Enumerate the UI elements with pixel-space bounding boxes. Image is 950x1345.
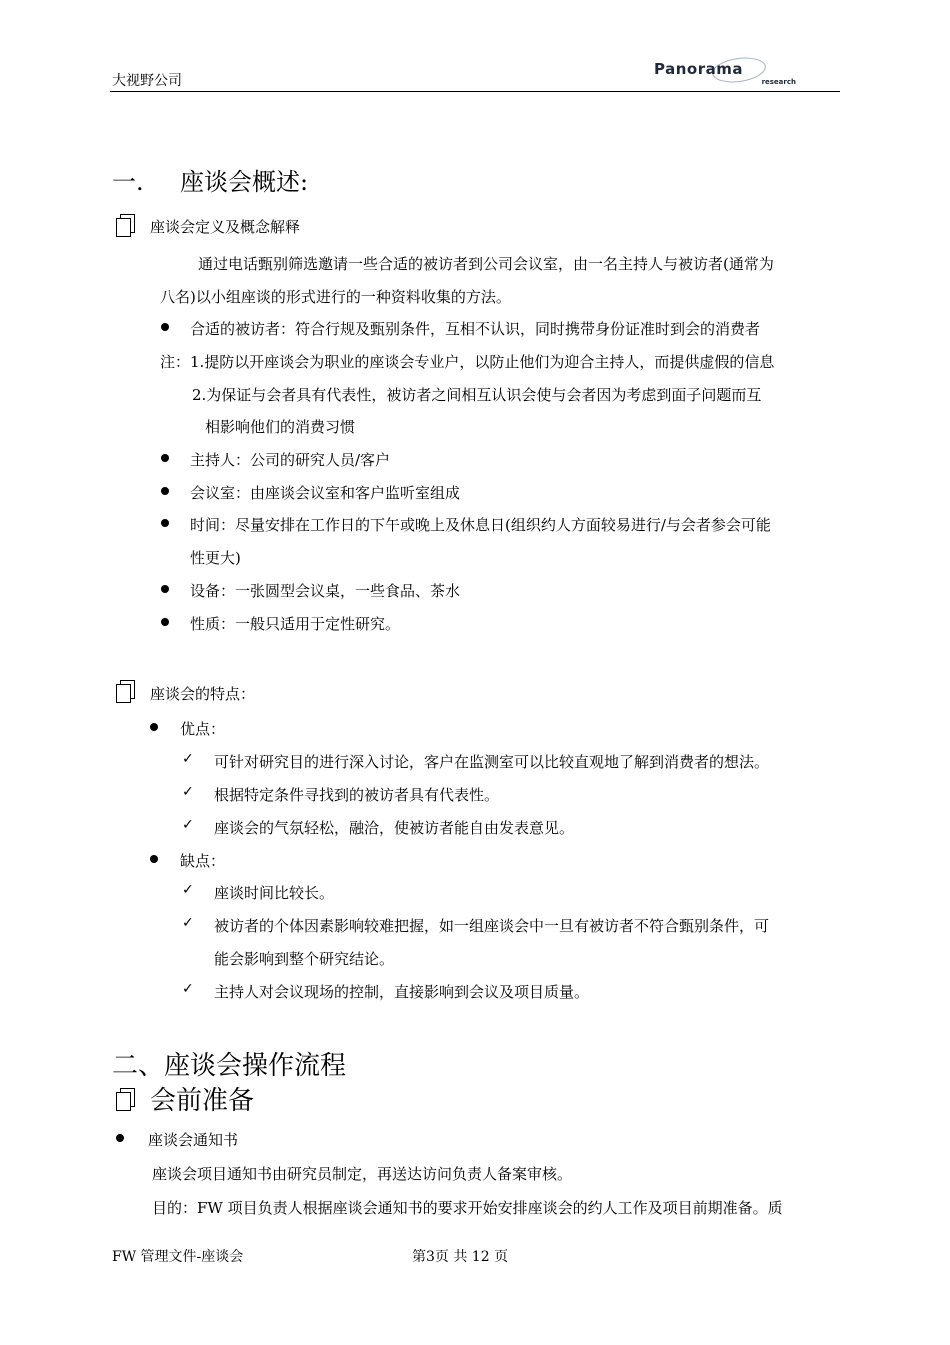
checkmark-icon: ✓ (182, 817, 194, 833)
pros-item: 可针对研究目的进行深入讨论，客户在监测室可以比较直观地了解到消费者的想法。 (214, 753, 770, 771)
header-rule (110, 91, 840, 92)
cons-label: 缺点： (180, 852, 226, 870)
section2-title: 二、座谈会操作流程 (112, 1051, 347, 1081)
note-line3: 相影响他们的消费习惯 (205, 418, 356, 436)
bullet-icon (150, 723, 158, 731)
header-company: 大视野公司 (112, 73, 182, 89)
checkmark-icon: ✓ (182, 882, 194, 898)
bullet-icon (161, 618, 169, 626)
document-icon (116, 214, 134, 236)
bullet-room: 会议室：由座谈会议室和客户监听室组成 (190, 484, 461, 502)
bullet-icon (161, 585, 169, 593)
bullet-icon (116, 1134, 124, 1142)
bullet-time-line2: 性更大) (190, 549, 241, 567)
note-line1: 注：1.提防以开座谈会为职业的座谈会专业户，以防止他们为迎合主持人，而提供虚假的信息 (160, 353, 775, 371)
checkmark-icon: ✓ (182, 981, 194, 997)
footer-page-info: 第3页 共 12 页 (412, 1249, 509, 1265)
checkmark-icon: ✓ (182, 915, 194, 931)
footer-doc-name: FW 管理文件-座谈会 (112, 1249, 244, 1265)
pros-label: 优点： (180, 720, 226, 738)
bullet-equipment: 设备：一张圆型会议桌，一些食品、茶水 (190, 582, 461, 600)
cons-item-continued: 能会影响到整个研究结论。 (214, 950, 395, 968)
cons-item: 座谈时间比较长。 (214, 884, 335, 902)
panorama-logo (650, 56, 800, 90)
logo-subtext: research (761, 78, 796, 86)
bullet-icon (161, 519, 169, 527)
notice-line1: 座谈会项目通知书由研究员制定，再送达访问负责人备案审核。 (152, 1165, 573, 1183)
document-icon (116, 680, 134, 702)
definition-para-line1: 通过电话甄别筛选邀请一些合适的被访者到公司会议室，由一名主持人与被访者(通常为 (198, 255, 774, 273)
pros-item: 根据特定条件寻找到的被访者具有代表性。 (214, 786, 500, 804)
bullet-host: 主持人：公司的研究人员/客户 (190, 451, 391, 469)
notice-line2: 目的：FW 项目负责人根据座谈会通知书的要求开始安排座谈会的约人工作及项目前期准备。质 (152, 1199, 783, 1217)
definition-para-line2: 八名)以小组座谈的形式进行的一种资料收集的方法。 (160, 288, 511, 306)
bullet-icon (161, 454, 169, 462)
bullet-icon (161, 323, 169, 331)
definition-heading: 座谈会定义及概念解释 (150, 218, 301, 236)
bullet-time-line1: 时间：尽量安排在工作日的下午或晚上及休息日(组织约人方面较易进行/与会者参会可能 (190, 516, 771, 534)
cons-item: 主持人对会议现场的控制，直接影响到会议及项目质量。 (214, 983, 590, 1001)
checkmark-icon: ✓ (182, 784, 194, 800)
bullet-icon (150, 855, 158, 863)
logo-text: Panorama (654, 60, 743, 78)
pros-item: 座谈会的气氛轻松，融洽，使被访者能自由发表意见。 (214, 819, 575, 837)
section1-number: 一. (112, 168, 144, 196)
bullet-nature: 性质：一般只适用于定性研究。 (190, 615, 401, 633)
features-heading: 座谈会的特点： (150, 685, 256, 703)
prep-heading: 会前准备 (150, 1086, 255, 1116)
checkmark-icon: ✓ (182, 751, 194, 767)
note-line2: 2.为保证与会者具有代表性，被访者之间相互认识会使与会者因为考虑到面子问题而互 (192, 386, 762, 404)
bullet-respondent: 合适的被访者：符合行规及甄别条件，互相不认识，同时携带身份证准时到会的消费者 (190, 320, 761, 338)
cons-item: 被访者的个体因素影响较难把握，如一组座谈会中一旦有被访者不符合甄别条件，可 (214, 917, 770, 935)
section1-title: 座谈会概述: (180, 168, 309, 196)
bullet-icon (161, 487, 169, 495)
document-icon (116, 1088, 134, 1110)
notice-label: 座谈会通知书 (148, 1131, 239, 1149)
